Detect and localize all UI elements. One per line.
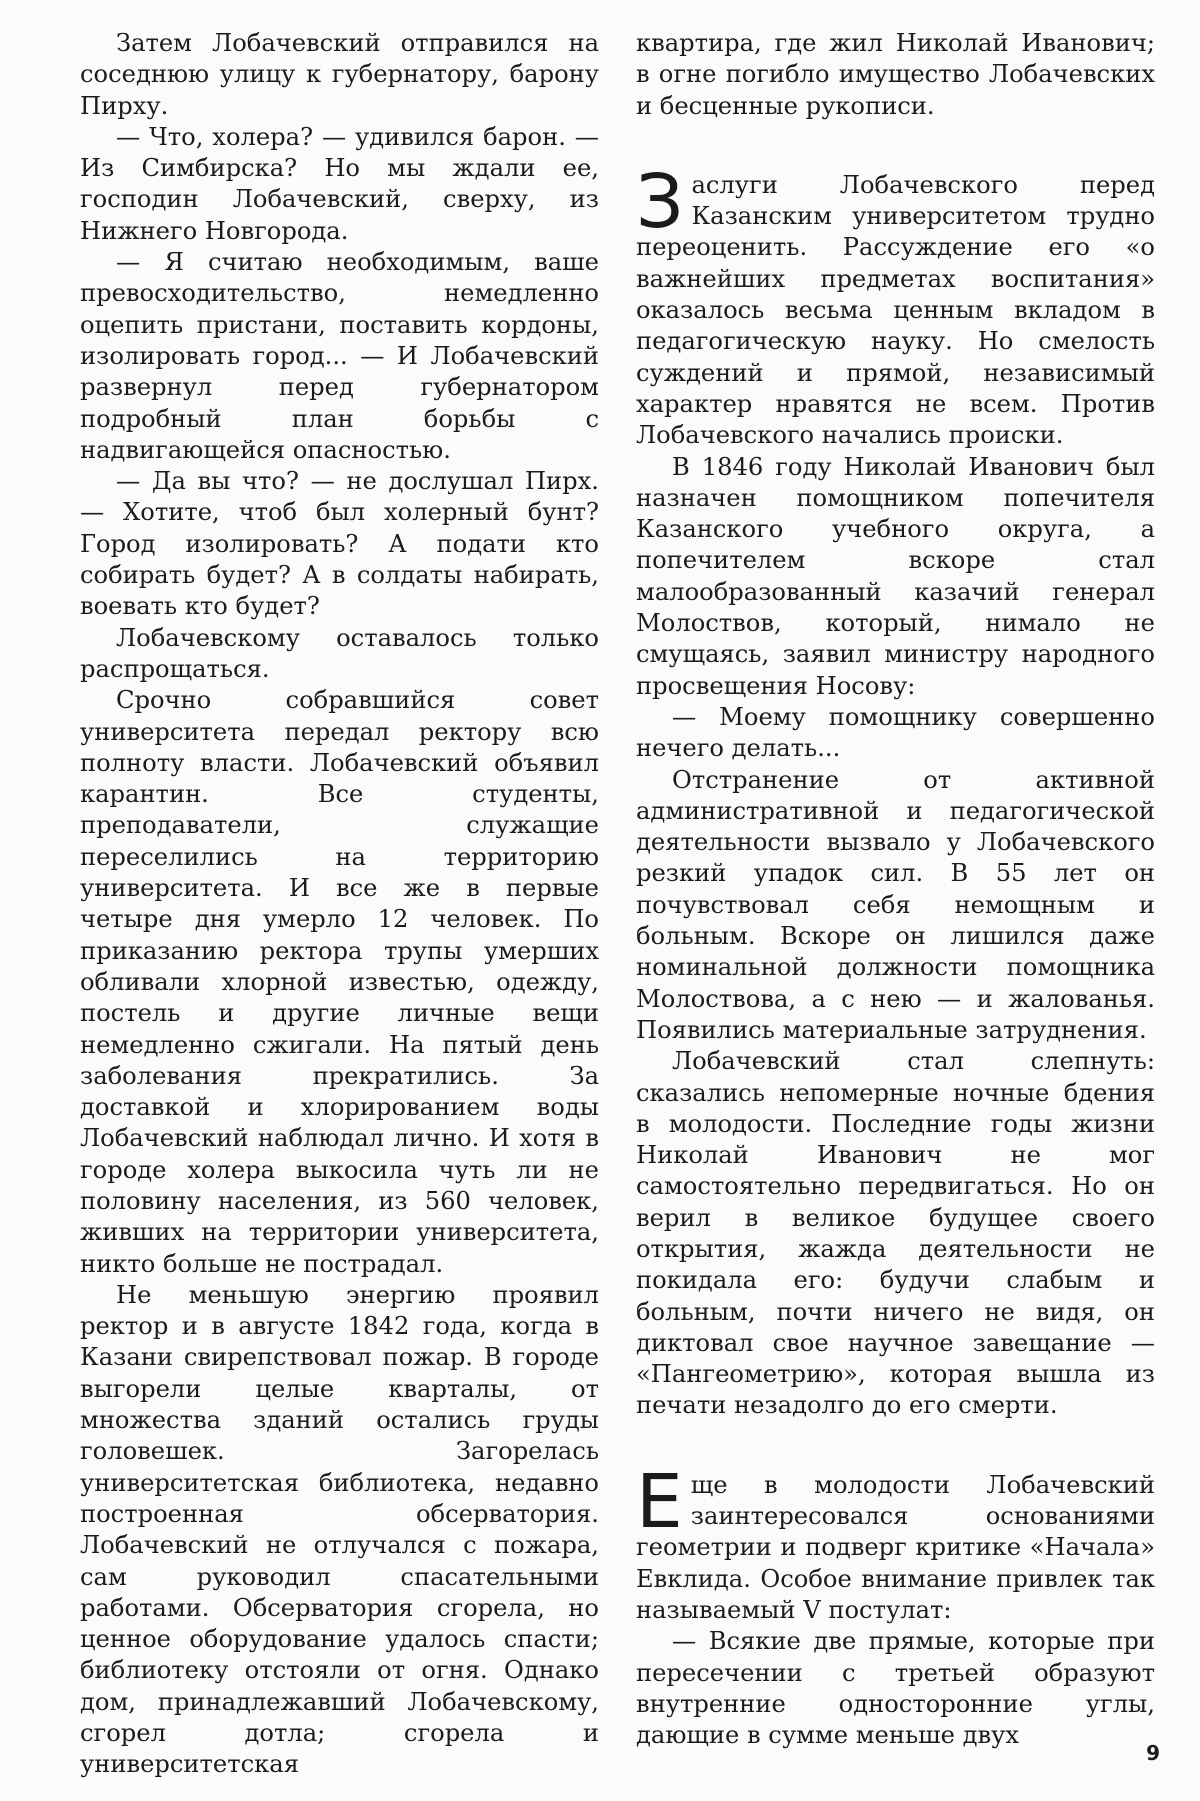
paragraph: Лобачевскому оставалось только распрощаться.: [80, 623, 599, 683]
paragraph: Отстранение от активной административной и педагогической деятельности вызвало у Лобачевского резкий упадок сил. В 55 лет он почувствовал себя немощным и больным. Вскоре он лишился даже номинальной должности помощника Молоствова, а с нею — и жалованья. Появились материальные затруднения.: [636, 765, 1155, 1044]
paragraph: В 1846 году Николай Иванович был назначен помощником попечителя Казанского учебного округа, а попечителем вскоре стал малообразованный казачий генерал Молоствов, который, нимало не смущаясь, заявил министру народного просвещения Носову:: [636, 452, 1155, 700]
lead-text: ще в молодости Лобачевский заинтересовался основаниями геометрии и подверг критике «Начала» Евклида. Особое внимание привлек так называемый V постулат:: [636, 1470, 1155, 1624]
magazine-page: [56, 28, 1168, 1779]
paragraph: — Моему помощнику совершенно нечего делать...: [636, 702, 1155, 763]
paragraph: Лобачевский стал слепнуть: сказались непомерные ночные бдения в молодости. Последние годы жизни Николай Иванович не мог самостоятельно передвигаться. Но он верил в великое будущее своего открытия, жажда деятельности не покидала его: будучи слабым и больным, почти ничего не видя, он диктовал свое научное завещание — «Пангеометрию», которая вышла из печати незадолго до его смерти.: [636, 1047, 1155, 1420]
paragraph: Не меньшую энергию проявил ректор и в августе 1842 года, когда в Казани свирепствовал пожар. В городе выгорели целые кварталы, от множества зданий остались груды головешек. Загорелась университетская библиотека, недавно построенная обсерватория. Лобачевский не отлучался с пожара, сам руководил спасательными работами. Обсерватория сгорела, но ценное оборудование удалось спасти; библиотеку отстояли от огня. Однако дом, принадлежавший Лобачевскому, сгорел дотла; сгорела и университетская: [80, 1280, 599, 1779]
paragraph-lead: [636, 158, 1155, 452]
paragraph: — Да вы что? — не дослушал Пирх. — Хотите, чтоб был холерный бунт? Город изолировать? А подати кто собирать будет? А в солдаты набирать, воевать кто будет?: [80, 467, 599, 621]
section-geometry: [636, 1458, 1155, 1752]
section-merits: [636, 158, 1155, 1422]
drop-cap: Е: [636, 1458, 683, 1545]
lead-text: аслуги Лобачевского перед Казанским университетом трудно переоценить. Рассуждение его «о важнейших предметах воспитания» оказалось весьма ценным вкладом в педагогическую науку. Но смелость суждений и прямой, независимый характер нравятся не всем. Против Лобачевского начались происки.: [636, 170, 1155, 450]
drop-cap: З: [636, 158, 684, 245]
paragraph: — Я считаю необходимым, ваше превосходительство, немедленно оцепить пристани, поставить кордоны, изолировать город... — И Лобачевский развернул перед губернатором подробный план борьбы с надвигающейся опасностью.: [80, 248, 599, 464]
right-column: [636, 28, 1155, 1751]
paragraph: Срочно собравшийся совет университета передал ректору всю полноту власти. Лобачевский объявил карантин. Все студенты, преподаватели, служащие переселились на территорию университета. И все же в первые четыре дня умерло 12 человек. По приказанию ректора трупы умерших обливали хлорной известью, одежду, постель и другие личные вещи немедленно сжигали. На пятый день заболевания прекратились. За доставкой и хлорированием воды Лобачевский наблюдал лично. И хотя в городе холера выкосила чуть ли не половину населения, из 560 человек, живших на территории университета, никто больше не пострадал.: [80, 686, 599, 1278]
paragraph: — Что, холера? — удивился барон. — Из Симбирска? Но мы ждали ее, господин Лобачевский, сверху, из Нижнего Новгорода.: [80, 122, 599, 245]
paragraph: Затем Лобачевский отправился на соседнюю улицу к губернатору, барону Пирху.: [80, 29, 599, 120]
paragraph-lead: [636, 1458, 1155, 1626]
paragraph-continuation: квартира, где жил Николай Иванович; в огне погибло имущество Лобачевских и бесценные рукописи.: [636, 29, 1155, 120]
left-column: [80, 28, 599, 1781]
page-number: 9: [1146, 1741, 1160, 1765]
paragraph: — Всякие две прямые, которые при пересечении с третьей образуют внутренние односторонние углы, дающие в сумме меньше двух: [636, 1627, 1155, 1750]
